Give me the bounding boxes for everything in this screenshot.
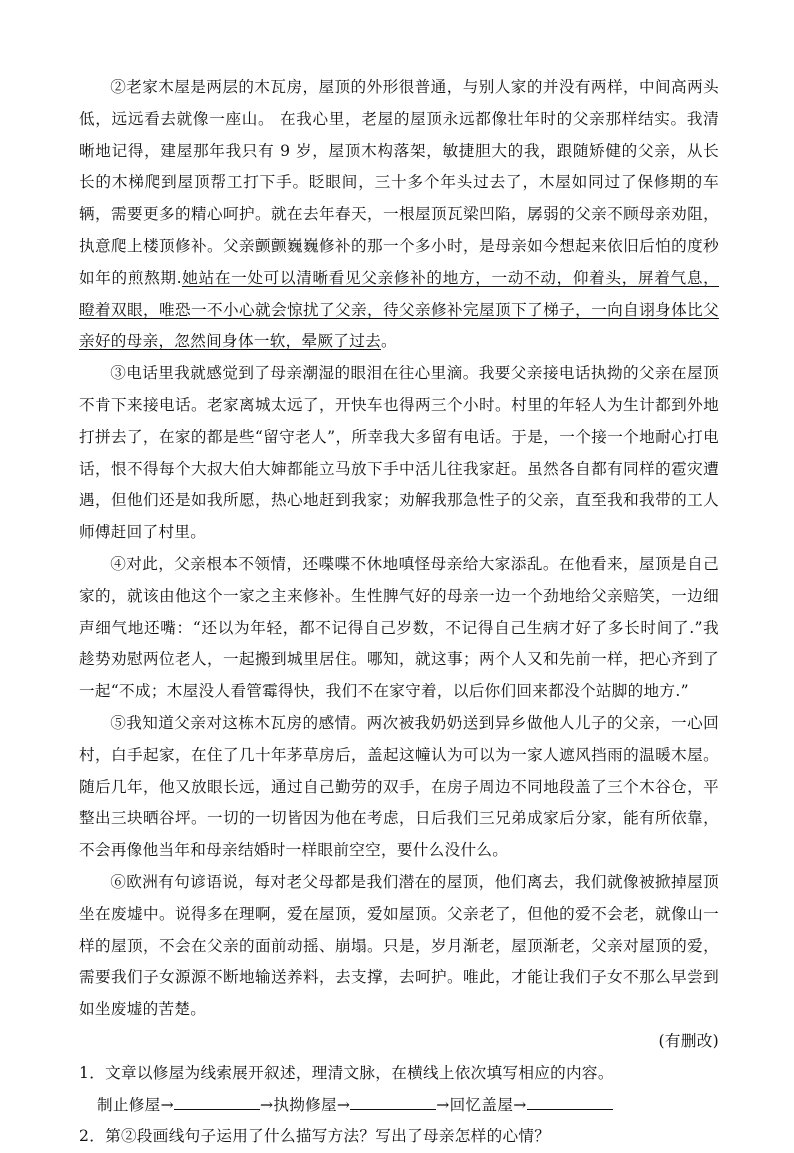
fill-label-a: 制止修屋→ (97, 1095, 174, 1114)
paragraph-text: ②老家木屋是两层的木瓦房，屋顶的外形很普通，与别人家的并没有两样，中间高两头低，远远看去就像一座山。 在我心里，老屋的屋顶永远都像壮年时的父亲那样结实。我清晰地记得，建屋那年我只有 9 岁，屋顶木构落架，敏捷胆大的我，跟随矫健的父亲，从长长的木梯爬到屋顶帮工打下手。眨眼间，三十多个年头过去了，木屋如同过了保修期的车辆，需要更多的精心呵护。就在去年春天，一根屋顶瓦梁凹陷，孱弱的父亲不顾母亲劝阻，执意爬上楼顶修补。父亲颤颤巍巍修补的那一个多小时，是母亲如今想起来依旧后怕的度秒如年的煎熬期. (79, 78, 719, 287)
underlined-sentence: 她站在一处可以清晰看见父亲修补的地方，一动不动，仰着头，屏着气息，瞪着双眼，唯恐一不小心就会惊扰了父亲，待父亲修补完屋顶下了梯子，一向自诩身体比父亲好的母亲，忽然间身体一软，晕厥了过去 (79, 268, 720, 351)
answer-blank-3[interactable] (527, 1093, 613, 1110)
article-body (79, 72, 719, 1153)
paragraph-5: ⑤我知道父亲对这栋木瓦房的感情。两次被我奶奶送到异乡做他人儿子的父亲，一心回村，白手起家，在住了几十年茅草房后，盖起这幢认为可以为一家人遮风挡雨的温暖木屋。随后几年，他又放眼长远，通过自己勤劳的双手，在房子周边不同地段盖了三个木谷仓，平整出三块晒谷坪。一切的一切皆因为他在考虑，日后我们三兄弟成家后分家，能有所依靠，不会再像他当年和母亲结婚时一样眼前空空，要什么没什么。 (79, 713, 719, 860)
paragraph-6: ⑥欧洲有句谚语说，每对老父母都是我们潜在的屋顶，他们离去，我们就像被掀掉屋顶坐在废墟中。说得多在理啊，爱在屋顶，爱如屋顶。父亲老了，但他的爱不会老，就像山一样的屋顶，不会在父亲的面前动摇、崩塌。只是，岁月渐老，屋顶渐老，父亲对屋顶的爱，需要我们子女源源不断地输送养料，去支撑，去呵护。唯此，才能让我们子女不那么早尝到如坐废墟的苦楚。 (79, 872, 719, 1019)
question-1: 1．文章以修屋为线索展开叙述，理清文脉，在横线上依次填写相应的内容。 (79, 1063, 614, 1082)
paragraph-3: ③电话里我就感觉到了母亲潮湿的眼泪在往心里滴。我要父亲接电话执拗的父亲在屋顶不肯下来接电话。老家离城太远了，开快车也得两三个小时。村里的年轻人为生计都到外地打拼去了，在家的都是些“留守老人”，所幸我大多留有电话。于是，一个接一个地耐心打电话，恨不得每个大叔大伯大婶都能立马放下手中活儿往我家赶。虽然各自都有同样的雹灾遭遇，但他们还是如我所愿，热心地赶到我家；劝解我那急性子的父亲，直至我和我带的工人师傅赶回了村里。 (79, 364, 719, 542)
source-note: (有删改) (658, 1031, 719, 1050)
question-1-fill-line (79, 1090, 719, 1122)
answer-blank-1[interactable] (174, 1093, 260, 1110)
fill-label-c: →回忆盖屋→ (436, 1095, 527, 1114)
paragraph-2 (79, 72, 719, 358)
answer-blank-2[interactable] (350, 1093, 436, 1110)
question-2: 2．第②段画线句子运用了什么描写方法？写出了母亲怎样的心情？ (79, 1127, 551, 1146)
paragraph-4: ④对此，父亲根本不领情，还喋喋不休地嗔怪母亲给大家添乱。在他看来，屋顶是自己家的，就该由他这个一家之主来修补。生性脾气好的母亲一边一个劲地给父亲赔笑，一边细声细气地还嘴：“还以为年轻，都不记得自己岁数，不记得自己生病才好了多长时间了.”我趁势劝慰两位老人，一起搬到城里居住。哪知，就这事；两个人又和先前一样，把心齐到了一起“不成；木屋没人看管霉得快，我们不在家守着，以后你们回来都没个站脚的地方.” (79, 554, 719, 701)
paragraph-text: 。 (380, 332, 397, 351)
fill-label-b: →执拗修屋→ (259, 1095, 351, 1114)
